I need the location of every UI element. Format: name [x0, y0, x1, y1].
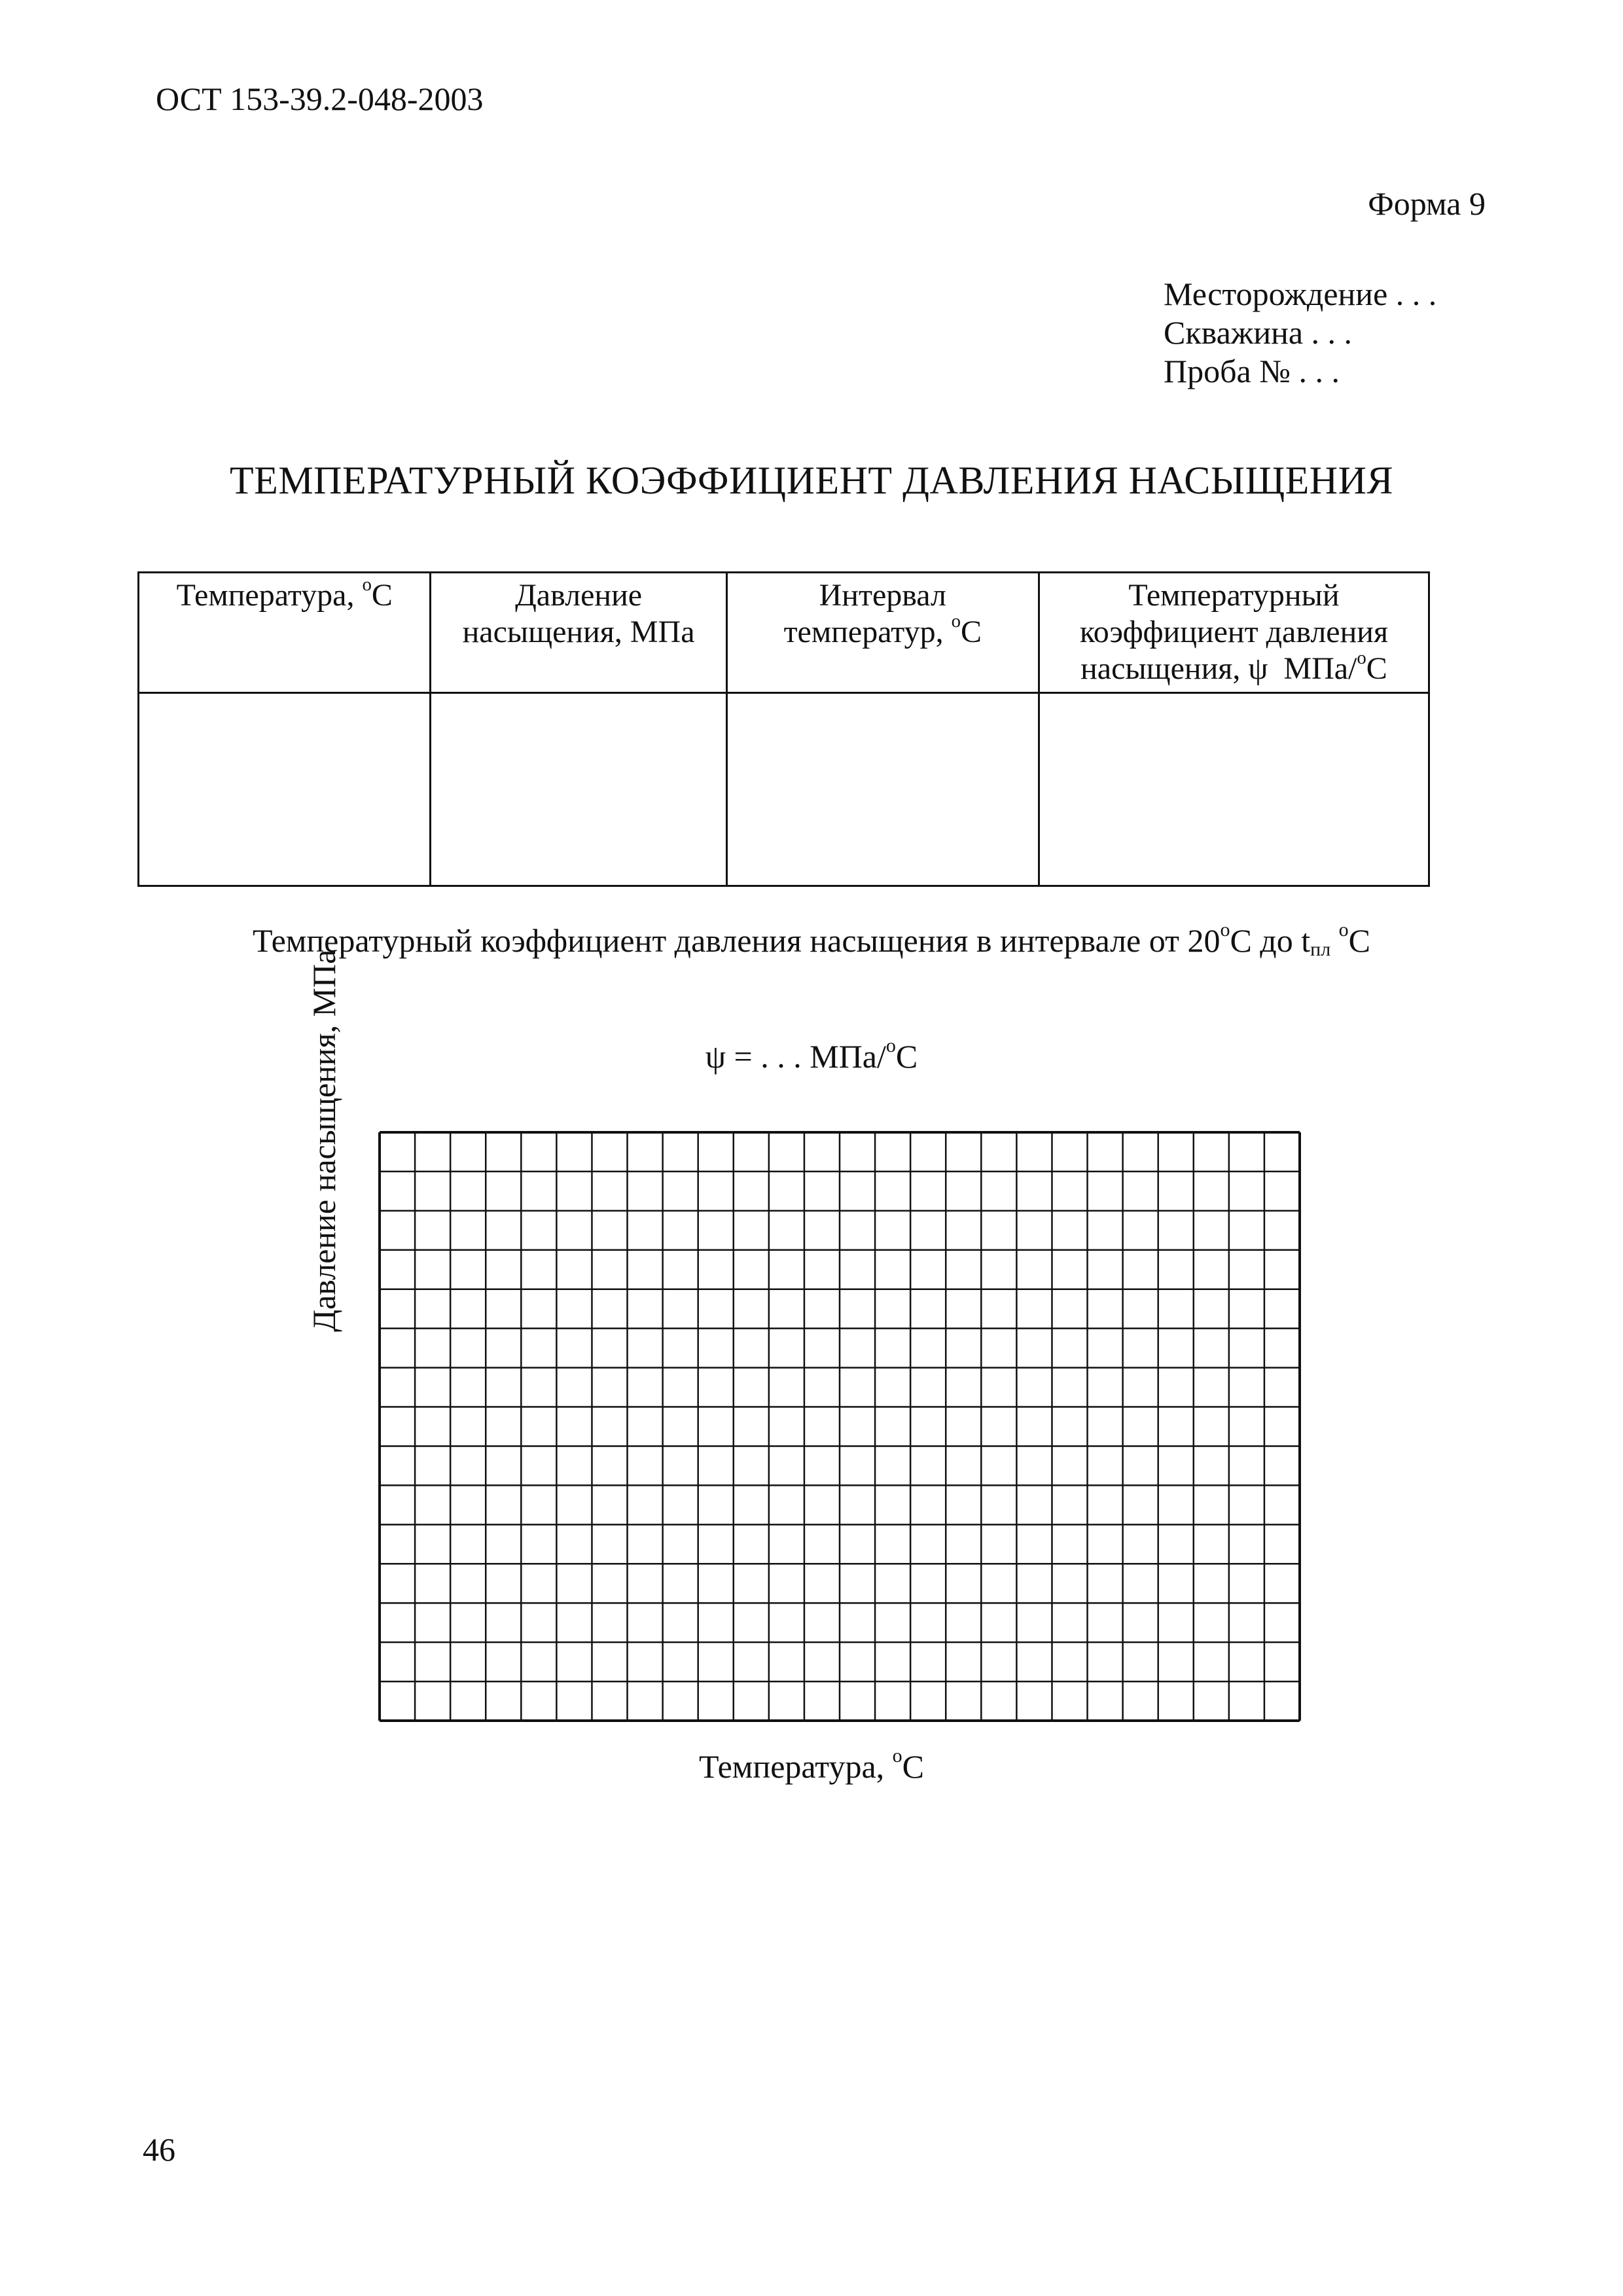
x-axis-label: Температура, $^o$С — [698, 1745, 925, 1785]
field-label: Месторождение . . . — [1164, 276, 1437, 312]
well-label: Скважина . . . — [1164, 314, 1353, 351]
table-cell-interval[interactable] — [726, 693, 1039, 886]
data-table — [137, 571, 1430, 887]
document-code: ОСТ 153-39.2-048-2003 — [156, 81, 484, 117]
page-title: ТЕМПЕРАТУРНЫЙ КОЭФФИЦИЕНТ ДАВЛЕНИЯ НАСЫЩЕНИЯ — [230, 459, 1393, 502]
header-temperature-interval: Интервал температур, $^o$С — [726, 573, 1039, 693]
form-number: Форма 9 — [1368, 185, 1486, 222]
psi-value-line: ψ = . . . МПа/$^o$С — [705, 1035, 918, 1075]
page-number: 46 — [143, 2131, 175, 2168]
table-cell-coefficient[interactable] — [1039, 693, 1429, 886]
chart-grid — [378, 1131, 1301, 1722]
header-saturation-pressure: Давление насыщения, МПа — [431, 573, 726, 693]
table-cell-temperature[interactable] — [139, 693, 431, 886]
sample-meta-block — [1164, 275, 1436, 391]
sample-label: Проба № . . . — [1164, 353, 1340, 389]
header-temperature-coefficient: Температурный коэффициент давления насыщения, ψ МПа/$^o$С — [1039, 573, 1429, 693]
table-header-row — [139, 573, 1429, 693]
table-cell-pressure[interactable] — [431, 693, 726, 886]
table-row — [139, 693, 1429, 886]
coefficient-caption: Температурный коэффициент давления насыщения в интервале от 20$^o$С до $t_{пл}$ $^o$С — [252, 919, 1371, 960]
header-temperature: Температура, $^o$С — [139, 573, 431, 693]
